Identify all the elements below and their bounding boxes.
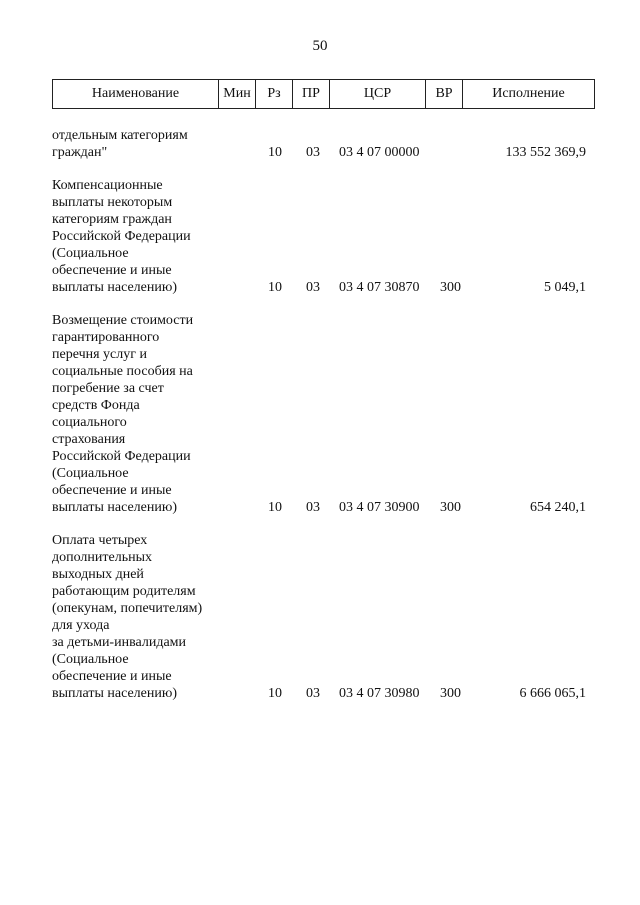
row-amount: 133 552 369,9	[505, 145, 586, 160]
row-amount: 6 666 065,1	[519, 686, 586, 701]
row-vr: 300	[440, 686, 461, 701]
row-pr: 03	[306, 500, 320, 515]
table-row	[52, 177, 594, 296]
table-header	[52, 79, 595, 109]
table-body	[52, 127, 594, 718]
header-vr: ВР	[426, 80, 463, 109]
header-execution: Исполнение	[463, 80, 595, 109]
header-name: Наименование	[53, 80, 219, 109]
header-pr: ПР	[293, 80, 330, 109]
header-min: Мин	[219, 80, 256, 109]
row-csr: 03 4 07 30900	[339, 500, 420, 515]
row-pr: 03	[306, 280, 320, 295]
row-rz: 10	[268, 280, 282, 295]
row-amount: 654 240,1	[530, 500, 586, 515]
row-name: Компенсационные выплаты некоторым категориям граждан Российской Федерации (Социальное обеспечение и иные выплаты населению)	[52, 178, 191, 295]
row-csr: 03 4 07 30980	[339, 686, 420, 701]
header-rz: Рз	[256, 80, 293, 109]
row-rz: 10	[268, 686, 282, 701]
row-pr: 03	[306, 145, 320, 160]
table-row	[52, 127, 594, 161]
row-vr: 300	[440, 500, 461, 515]
table-row	[52, 312, 594, 516]
page-number: 50	[312, 38, 328, 54]
row-rz: 10	[268, 145, 282, 160]
row-name: Оплата четырех дополнительных выходных дней работающим родителям (опекунам, попечителям) для ухода за детьми-инвалидами (Социальное обеспечение и иные выплаты населению)	[52, 533, 203, 701]
row-csr: 03 4 07 30870	[339, 280, 420, 295]
row-vr: 300	[440, 280, 461, 295]
row-name: отдельным категориям граждан"	[52, 128, 188, 160]
row-csr: 03 4 07 00000	[339, 145, 420, 160]
row-amount: 5 049,1	[544, 280, 586, 295]
row-rz: 10	[268, 500, 282, 515]
table-row	[52, 532, 594, 702]
row-name: Возмещение стоимости гарантированного перечня услуг и социальные пособия на погребение за счет средств Фонда социального страхования Российской Федерации (Социальное обеспечение и иные выплаты населению)	[52, 313, 194, 515]
header-csr: ЦСР	[330, 80, 426, 109]
row-pr: 03	[306, 686, 320, 701]
